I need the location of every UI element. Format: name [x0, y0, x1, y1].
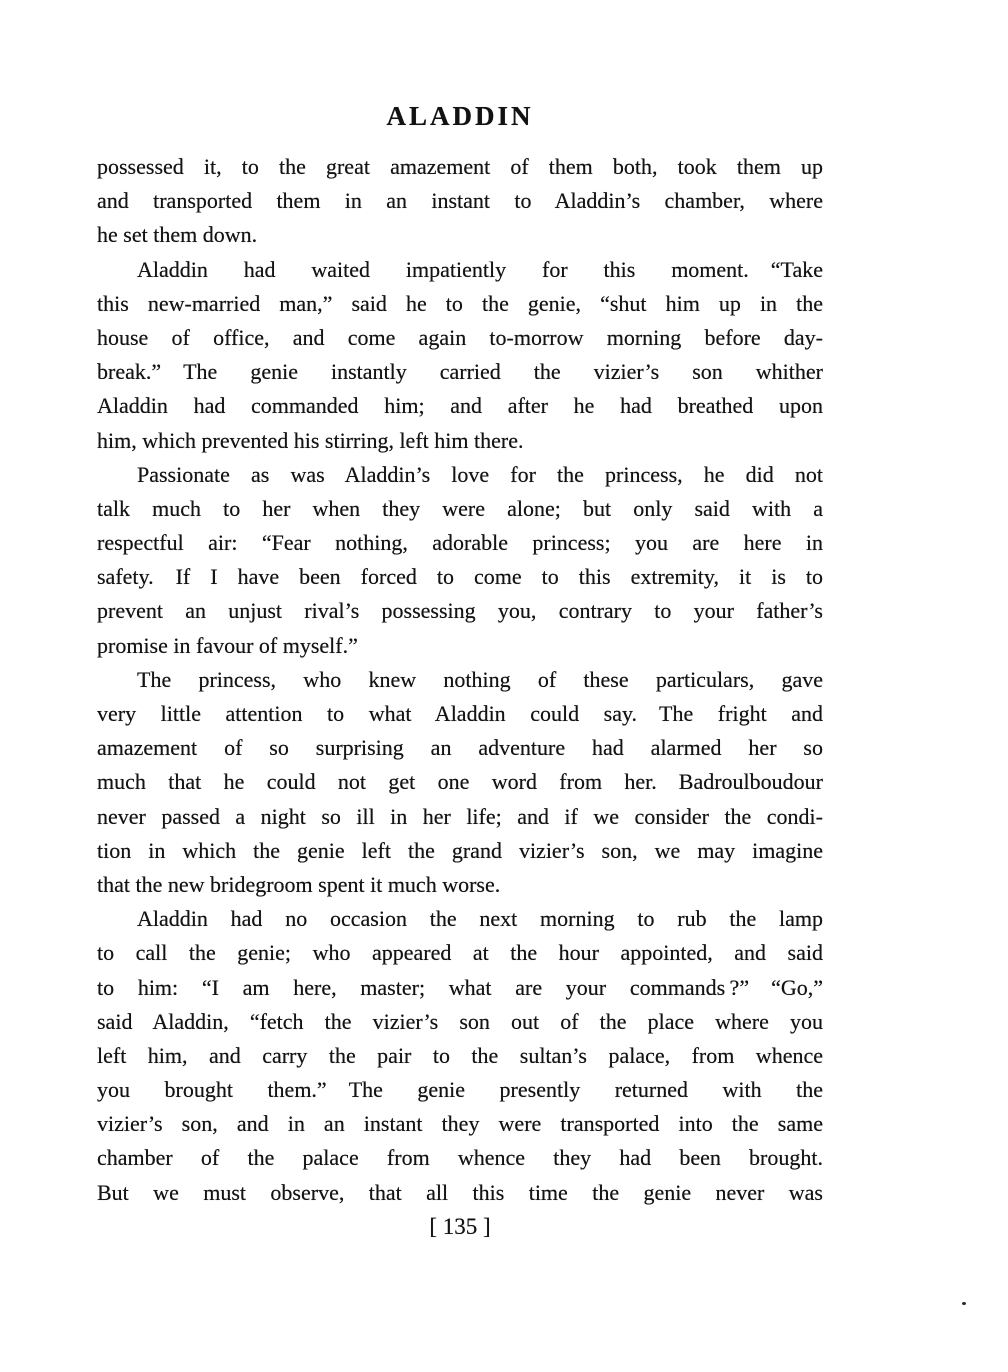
text-line: chamber of the palace from whence they had been brought.	[97, 1145, 823, 1171]
text-line: much that he could not get one word from her. Badroulboudour	[97, 769, 823, 795]
text-line: and transported them in an instant to Aladdin’s chamber, where	[97, 188, 823, 214]
text-line: said Aladdin, “fetch the vizier’s son out of the place where you	[97, 1008, 823, 1034]
text-line: respectful air: “Fear nothing, adorable princess; you are here in	[97, 530, 823, 556]
scan-speck	[962, 1302, 966, 1305]
text-line: break.” The genie instantly carried the vizier’s son whither	[97, 359, 823, 385]
text-line: prevent an unjust rival’s possessing you, contrary to your father’s	[97, 598, 823, 624]
text-line: never passed a night so ill in her life; and if we consider the condi-	[97, 803, 823, 829]
text-line: Passionate as was Aladdin’s love for the princess, he did not	[137, 461, 823, 487]
text-line: vizier’s son, and in an instant they were transported into the same	[97, 1111, 823, 1137]
text-line: you brought them.” The genie presently returned with the	[97, 1077, 823, 1103]
text-line: Aladdin had no occasion the next morning to rub the lamp	[137, 906, 823, 932]
text-line: promise in favour of myself.”	[97, 632, 358, 658]
page-title: ALADDIN	[386, 101, 534, 131]
page-number: [ 135 ]	[429, 1214, 491, 1239]
text-line: amazement of so surprising an adventure had alarmed her so	[97, 735, 823, 761]
text-line: to call the genie; who appeared at the hour appointed, and said	[97, 940, 823, 966]
text-line: this new-married man,” said he to the genie, “shut him up in the	[97, 290, 823, 316]
text-line: safety. If I have been forced to come to this extremity, it is to	[97, 564, 823, 590]
text-line: left him, and carry the pair to the sultan’s palace, from whence	[97, 1042, 823, 1068]
text-line: him, which prevented his stirring, left him there.	[97, 427, 524, 453]
text-line: tion in which the genie left the grand vizier’s son, we may imagine	[97, 837, 823, 863]
text-line: possessed it, to the great amazement of them both, took them up	[97, 154, 823, 179]
text-line: he set them down.	[97, 222, 258, 248]
text-line: that the new bridegroom spent it much worse.	[97, 871, 501, 897]
text-line: Aladdin had commanded him; and after he had breathed upon	[97, 393, 823, 419]
text-line: to him: “I am here, master; what are your commands ?” “Go,”	[97, 974, 823, 1000]
text-line: But we must observe, that all this time the genie never was	[97, 1179, 823, 1205]
text-line: talk much to her when they were alone; but only said with a	[97, 495, 823, 521]
text-line: The princess, who knew nothing of these particulars, gave	[137, 666, 823, 692]
text-line: Aladdin had waited impatiently for this moment. “Take	[137, 256, 823, 282]
text-line: very little attention to what Aladdin could say. The fright and	[97, 701, 823, 726]
text-block	[97, 150, 823, 1210]
text-line: house of office, and come again to-morrow morning before day-	[97, 324, 823, 350]
